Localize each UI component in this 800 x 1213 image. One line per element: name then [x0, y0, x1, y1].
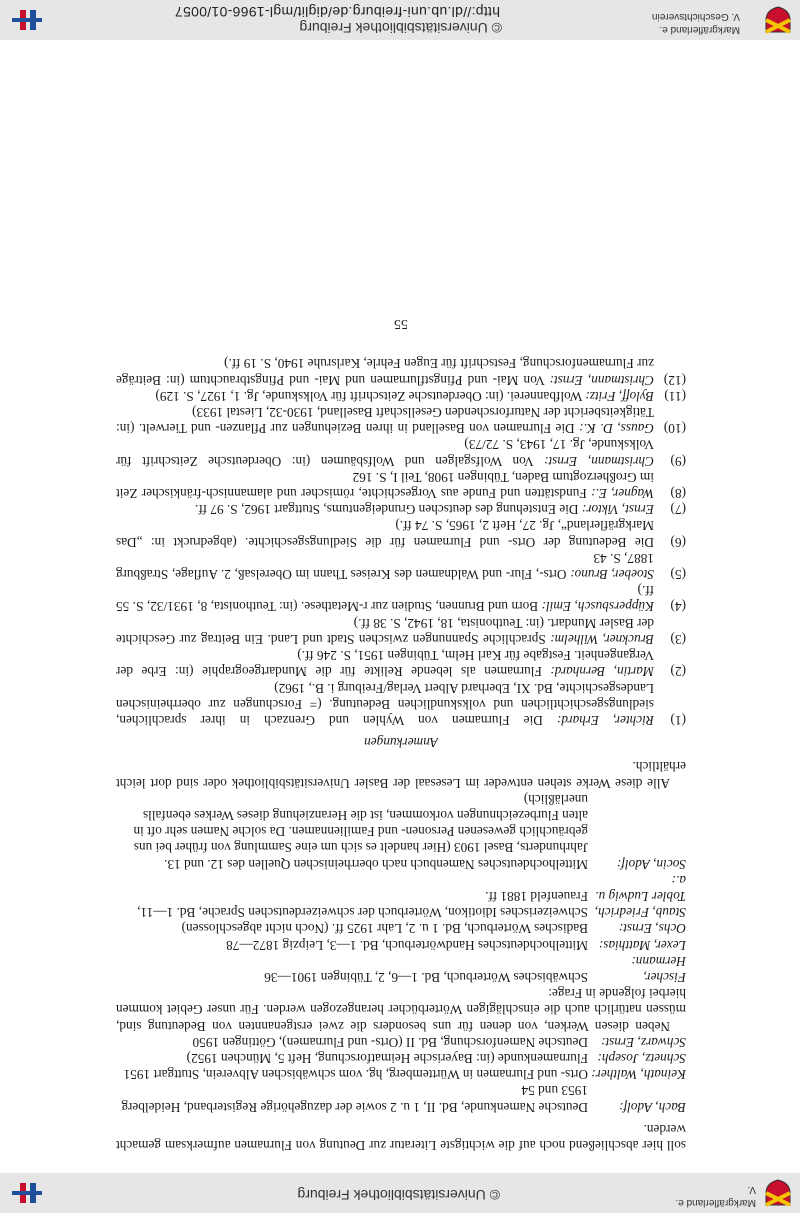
notes-heading: Anmerkungen	[364, 735, 438, 751]
note-author: Gauss, D. K.:	[579, 421, 654, 437]
bib-author: Schwarz, Ernst:	[601, 1034, 686, 1050]
note-text: Fundstätten und Funde aus Vorgeschichte, römischer und alamannisch-fränkischer Zeit im Großherzogtum Baden, Tübingen 1908, Teil I, S. 162	[116, 469, 654, 502]
bib-author: Keinath, Walther:	[591, 1067, 686, 1083]
note-author: Christmann, Ernst:	[549, 372, 654, 388]
bib-entry	[116, 791, 686, 872]
bib-author: Ochs, Ernst:	[618, 921, 686, 937]
note-author: Bruckner, Wilhelm:	[550, 631, 654, 647]
note-item	[116, 615, 686, 647]
organization-label: Markgräflerland e. V. Geschichtsverein	[651, 11, 740, 35]
organization-label: Markgräflerland e. V.	[675, 1184, 756, 1208]
note-number: (2)	[670, 664, 686, 680]
note-text: Flurnamen als lebende Relikte für die Mundartgeographie (in: Erbe der Vergangenheit. Festgabe für Karl Helm, Tübingen 1951, S. 246 ff.)	[116, 648, 654, 680]
coat-of-arms-icon	[764, 6, 792, 34]
note-text: Die Flurnamen von Wyhlen und Grenzach in ihrer sprachlichen, siedlungsgeschichtlichen und volkskundlichen Bedeutung. (= Forschungen zur oberrheinischen Landesgeschichte, Bd. XI, Eberhard Albert Verlag/Freiburg i. B., 1962)	[116, 680, 654, 728]
note-item	[116, 469, 686, 501]
note-number: (6)	[670, 534, 686, 550]
note-author: Richter, Erhard:	[556, 712, 654, 728]
note-author: Byloff, Fritz:	[585, 388, 654, 404]
bib-author: Staub, Friedrich, Tobler Ludwig u. a.:	[594, 872, 686, 921]
note-item	[116, 550, 686, 582]
bib-text: Badisches Wörterbuch, Bd. 1 u. 2, Lahr 1925 ff. (Noch nicht abgeschlossen)	[181, 921, 588, 937]
note-item	[116, 647, 686, 679]
bib-author: Bach, Adolf:	[619, 1099, 686, 1115]
note-number: (5)	[670, 567, 686, 583]
page-number: 55	[394, 316, 408, 332]
note-item	[116, 582, 686, 614]
document-body	[116, 315, 686, 1153]
intro-paragraph: soll hier abschließend noch auf die wichtigste Literatur zur Deutung von Flurnamen aufmerksam gemacht werden.	[116, 1121, 686, 1153]
note-number: (1)	[670, 712, 686, 728]
note-author: Ernst, Viktor:	[581, 502, 654, 518]
bib-entry	[116, 953, 686, 985]
bib-author: Socin, Adolf:	[616, 856, 686, 872]
note-text: Die Bedeutung der Orts- und Flurnamen für die Siedlungsgeschichte. (abgedruckt in: „Das Markgräflerland“, Jg. 27, Heft 2, 1965, S. 74 ff.)	[116, 518, 654, 550]
middle-paragraph: Neben diesen Werken, von denen für uns besonders die zwei erstgenannten von Bedeutung sind, müssen natürlich auch die einschlägigen Wörterbücher herangezogen werden. Für unser Gebiet kommen hierbei folgende in Frage:	[116, 986, 686, 1034]
copyright-text: © Universitätsbibliothek Freiburg	[299, 20, 502, 36]
bib-text: Mittelhochdeutsches Handwörterbuch, Bd. 1—3, Leipzig 1872—78	[226, 937, 588, 953]
bib-text: Deutsche Namenforschung, Bd. II (Orts- und Flurnamen), Göttingen 1950	[192, 1034, 588, 1050]
bib-author: Fischer, Hermann:	[631, 953, 686, 985]
bib-entry	[116, 1066, 686, 1082]
note-item	[116, 679, 686, 728]
note-number: (10)	[663, 421, 686, 437]
bib-entry	[116, 872, 686, 921]
header-bar	[0, 1173, 800, 1213]
note-text: Die Entstehung des deutschen Grundeigentums, Stuttgart 1962, S. 97 ff.	[195, 502, 579, 518]
bib-author: Schnetz, Joseph:	[597, 1050, 686, 1066]
bib-entry	[116, 1082, 686, 1114]
note-number: (8)	[670, 486, 686, 502]
bib-text: Schwäbisches Wörterbuch, Bd. 1—6, 2, Tübingen 1901—36	[264, 969, 588, 985]
note-author: Martin, Bernhard:	[550, 664, 654, 680]
bib-text: Flurnamenkunde (in: Bayerische Heimatforschung, Heft 5, München 1952)	[186, 1050, 588, 1066]
ub-freiburg-logo-icon	[8, 1179, 44, 1207]
footer-bar	[0, 0, 800, 40]
note-text: Born und Brunnen, Studien zur r-Metathese. (in: Teuthonista, 8, 1931/32, S. 55 ff.)	[115, 583, 654, 615]
note-text: Von Mai- und Pfingstflurnamen und Mai- und Pfingstbrauchtum (in: Beiträge zur Flurnamenforschung, Festschrift für Eugen Fehrle, Karlsruhe 1940, S. 19 ff.)	[115, 356, 654, 388]
ub-freiburg-logo-icon	[8, 6, 44, 34]
note-number: (3)	[670, 631, 686, 647]
note-text: Sprachliche Spannungen zwischen Stadt und Land. Ein Beitrag zur Geschichte der Basler Mundart. (in: Teuthonista, 18, 1942, S. 38 ff.)	[116, 615, 654, 647]
note-item	[116, 404, 686, 436]
bib-text: Schweizerisches Idiotikon, Wörterbuch der schweizerdeutschen Sprache, Bd. 1—11, Frauenfeld 1881 ff.	[137, 888, 588, 921]
bib-entry	[116, 920, 686, 936]
bib-author: Lexer, Matthias:	[598, 937, 686, 953]
note-number: (12)	[663, 372, 686, 388]
note-number: (4)	[670, 599, 686, 615]
closing-paragraph: Alle diese Werke stehen entweder im Lesesaal der Basler Universitätsbibliothek oder sind dort leicht erhältlich.	[116, 759, 686, 791]
bib-entry	[116, 1034, 686, 1050]
note-text: Von Wolfsgalgen und Wolfsbäumen (in: Oberdeutsche Zeitschrift für Volkskunde, Jg. 17, 1943, S. 72/73)	[116, 437, 654, 469]
bib-entry	[116, 936, 686, 952]
note-author: Christmann, Ernst:	[544, 453, 654, 469]
bib-text: Mittelhochdeutsches Namenbuch nach oberrheinischen Quellen des 12. und 13. Jahrhunderts, Basel 1903 (Hier handelt es sich um eine Sammlung von früher bei uns gebräuchlich gewesenen Personen- und Familiennamen. Da solche Namen sehr oft in alten Flurbezeichnungen vorkommen, ist die Heranziehung dieses Werkes ebenfalls unerläßlich)	[133, 791, 588, 872]
copyright-text: © Universitätsbibliothek Freiburg	[297, 1187, 500, 1203]
note-author: Stoeber, Bruno:	[570, 567, 654, 583]
bibliography-main	[116, 1034, 686, 1115]
coat-of-arms-icon	[764, 1179, 792, 1207]
note-item	[116, 517, 686, 549]
note-item	[116, 355, 686, 387]
note-author: Küppersbusch, Emil:	[541, 599, 654, 615]
note-number: (9)	[670, 453, 686, 469]
note-author: Wagner, E.:	[591, 486, 654, 502]
note-text: Orts-, Flur- und Waldnamen des Kreises Thann im Oberelsaß, 2. Auflage, Straßburg 1887, S. 43	[115, 550, 654, 583]
note-item	[116, 388, 686, 404]
note-item	[116, 436, 686, 468]
note-text: Die Flurnamen von Baselland in ihren Beziehungen zur Pflanzen- und Tierwelt. (in: Tätigkeitsbericht der Naturforschenden Gesellschaft Baselland, 1930-32, Liestal 1933)	[116, 405, 654, 437]
notes-list	[116, 355, 686, 728]
note-number: (11)	[664, 388, 686, 404]
permalink-url[interactable]: http://dl.ub.uni-freiburg.de/diglit/mgl-1966-01/0057	[174, 4, 500, 20]
note-number: (7)	[670, 502, 686, 518]
bibliography-dictionaries	[116, 791, 686, 985]
note-item	[116, 501, 686, 517]
bib-entry	[116, 1050, 686, 1066]
bib-text: Deutsche Namenkunde, Bd. II, 1 u. 2 sowie der dazugehörige Registerband, Heidelberg 1953 und 54	[121, 1083, 588, 1115]
bib-text: Orts- und Flurnamen in Württemberg, hg. vom schwäbischen Albverein, Stuttgart 1951	[123, 1067, 588, 1083]
note-text: Wolfbannerei. (in: Oberdeutsche Zeitschrift für Volkskunde, Jg. 1, 1927, S. 129)	[155, 388, 583, 404]
